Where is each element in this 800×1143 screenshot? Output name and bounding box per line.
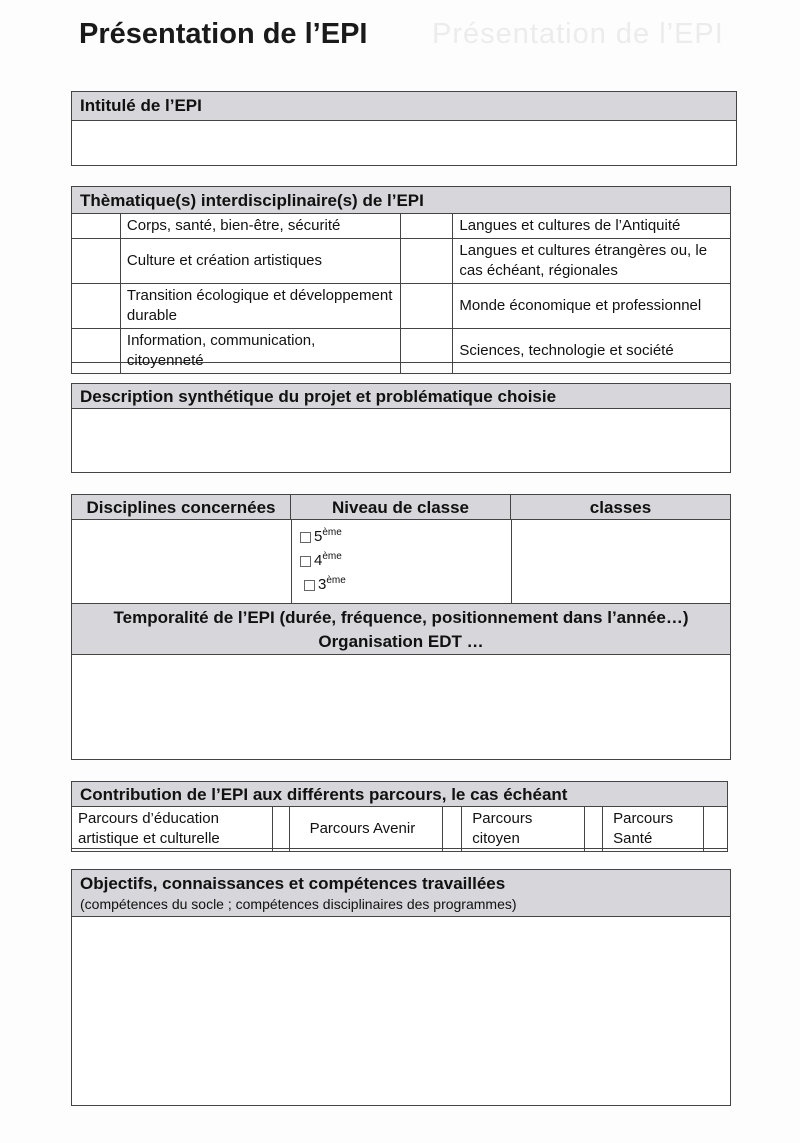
parcours-row [72, 807, 728, 852]
parcours-table [71, 806, 728, 852]
parcours-checkbox-cell[interactable] [585, 807, 603, 852]
thematiques-section [71, 186, 731, 369]
parcours-label: Parcours citoyen [462, 807, 585, 852]
checkbox-icon[interactable] [300, 556, 311, 567]
level-number: 4 [314, 552, 323, 569]
thematique-row [72, 239, 731, 284]
parcours-header: Contribution de l’EPI aux différents parcours, le cas échéant [72, 782, 727, 807]
thematique-label: Culture et création artistiques [120, 239, 400, 284]
objectifs-title: Objectifs, connaissances et compétences travaillées [80, 874, 506, 893]
description-header: Description synthétique du projet et problématique choisie [72, 384, 730, 409]
thematiques-header: Thèmatique(s) interdisciplinaire(s) de l’EPI [72, 187, 730, 214]
disciplines-field[interactable] [72, 520, 292, 603]
temporalite-header-line1: Temporalité de l’EPI (durée, fréquence, positionnement dans l’année…) [113, 608, 689, 627]
parcours-checkbox-cell[interactable] [272, 807, 289, 852]
checkbox-icon[interactable] [304, 580, 315, 591]
niveau-col-header: Niveau de classe [291, 495, 511, 520]
thematique-checkbox-cell[interactable] [72, 284, 121, 329]
thematique-checkbox-cell[interactable] [400, 329, 453, 374]
thematique-label: Monde économique et professionnel [453, 284, 731, 329]
temporalite-header [72, 604, 730, 655]
niveau-levels [292, 520, 512, 603]
temporalite-header-line2: Organisation EDT … [318, 632, 484, 651]
parcours-checkbox-cell[interactable] [443, 807, 462, 852]
page-title: Présentation de l’EPI [79, 18, 368, 50]
level-suffix: ème [322, 527, 342, 538]
parcours-label: Parcours Avenir [289, 807, 443, 852]
objectifs-subtitle: (compétences du socle ; compétences disciplinaires des programmes) [80, 896, 517, 912]
objectifs-section [71, 869, 731, 1106]
thematique-row [72, 214, 731, 239]
level-number: 3 [318, 576, 327, 593]
parcours-label: Parcours d’éducation artistique et culturelle [72, 807, 273, 852]
objectifs-field[interactable] [72, 917, 730, 1105]
thematique-label: Corps, santé, bien-être, sécurité [120, 214, 400, 239]
intitule-header: Intitulé de l’EPI [72, 92, 736, 121]
thematique-row [72, 284, 731, 329]
classes-col-header: classes [511, 495, 730, 520]
thematique-label: Transition écologique et développement durable [120, 284, 400, 329]
level-suffix: ème [322, 551, 342, 562]
intitule-section [71, 91, 737, 166]
thematique-checkbox-cell[interactable] [400, 284, 453, 329]
thematique-checkbox-cell[interactable] [400, 214, 453, 239]
level-number: 5 [314, 528, 323, 545]
parcours-checkbox-cell[interactable] [704, 807, 728, 852]
thematique-checkbox-cell[interactable] [72, 214, 121, 239]
parcours-section [71, 781, 728, 849]
thematique-label: Langues et cultures de l’Antiquité [453, 214, 731, 239]
description-section [71, 383, 731, 473]
thematiques-table [71, 213, 731, 374]
disciplines-temporalite-section [71, 494, 731, 760]
disciplines-col-header: Disciplines concernées [72, 495, 291, 520]
level-3-option[interactable] [300, 571, 511, 595]
level-5-option[interactable] [300, 523, 511, 547]
checkbox-icon[interactable] [300, 532, 311, 543]
temporalite-field[interactable] [72, 655, 730, 758]
thematique-checkbox-cell[interactable] [400, 239, 453, 284]
classes-field[interactable] [512, 520, 730, 603]
thematique-checkbox-cell[interactable] [72, 329, 121, 374]
intitule-field[interactable] [72, 121, 736, 165]
parcours-label: Parcours Santé [603, 807, 704, 852]
objectifs-header [72, 870, 730, 917]
level-suffix: ème [326, 575, 346, 586]
thematique-row [72, 329, 731, 374]
bleed-through-title: Présentation de l’EPI [432, 18, 724, 50]
thematique-label: Information, communication, citoyenneté [120, 329, 400, 374]
description-field[interactable] [72, 409, 730, 472]
thematique-label: Sciences, technologie et société [453, 329, 731, 374]
thematique-checkbox-cell[interactable] [72, 239, 121, 284]
level-4-option[interactable] [300, 547, 511, 571]
thematique-label: Langues et cultures étrangères ou, le cas échéant, régionales [453, 239, 731, 284]
